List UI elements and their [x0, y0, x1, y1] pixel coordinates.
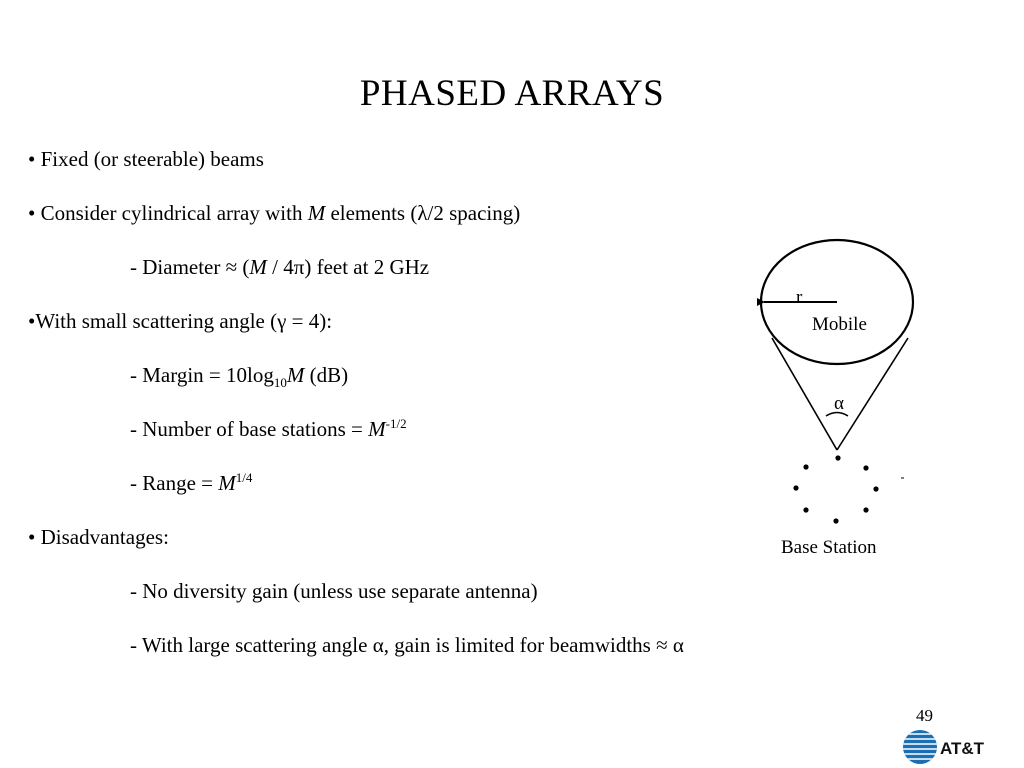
sub-base-stations — [130, 416, 407, 442]
array-element — [803, 507, 808, 512]
sub-no-diversity: - No diversity gain (unless use separate antenna) — [130, 579, 538, 603]
page-number: 49 — [916, 706, 933, 725]
cone-right-edge — [837, 338, 908, 450]
bullet-text-b: elements (λ/2 spacing) — [325, 201, 521, 225]
exponent: -1/2 — [385, 416, 407, 431]
array-element — [793, 485, 798, 490]
array-element — [833, 518, 838, 523]
sub-range — [130, 470, 252, 496]
diameter-text-a: - Diameter ≈ ( — [130, 255, 250, 279]
array-element — [863, 507, 868, 512]
margin-text-a: - Margin = 10log — [130, 363, 274, 387]
array-element — [835, 455, 840, 460]
bullet-marker: • — [28, 525, 36, 549]
mobile-label: Mobile — [812, 314, 867, 335]
radius-label: r — [796, 287, 803, 308]
att-logo — [901, 728, 991, 766]
slide-title: PHASED ARRAYS — [359, 73, 665, 114]
var-m: M — [368, 417, 386, 441]
array-element — [803, 464, 808, 469]
bullet-cylindrical-array — [28, 200, 520, 226]
var-m: M — [218, 471, 236, 495]
base-station-elements — [793, 455, 878, 523]
bullet-scattering-angle — [28, 308, 332, 334]
margin-text-b: (dB) — [304, 363, 349, 387]
base-station-label: Base Station — [781, 537, 877, 558]
log-base: 10 — [273, 375, 287, 391]
bullet-text: With small scattering angle (γ = 4): — [35, 309, 333, 333]
sub-large-scattering: - With large scattering angle α, gain is limited for beamwidths ≈ α — [130, 633, 684, 657]
var-m: M — [249, 255, 267, 279]
sub-margin — [130, 362, 349, 391]
bullet-fixed-beams — [28, 146, 264, 172]
bullet-text: Fixed (or steerable) beams — [35, 147, 264, 171]
cone-left-edge — [772, 338, 837, 450]
array-element — [873, 486, 878, 491]
range-text: - Range = — [130, 471, 219, 495]
logo-wordmark: AT&T — [940, 739, 985, 758]
var-m: M — [307, 201, 326, 225]
exponent: 1/4 — [235, 470, 253, 485]
sub-diameter — [130, 254, 429, 280]
bullet-text: Disadvantages: — [35, 525, 169, 549]
base-stations-text: - Number of base stations = — [130, 417, 369, 441]
bullet-marker: • — [28, 147, 36, 171]
var-m: M — [286, 363, 305, 387]
diameter-text-b: / 4π) feet at 2 GHz — [266, 255, 430, 279]
bullet-marker: • — [28, 309, 36, 333]
phased-array-diagram — [750, 232, 930, 562]
array-element — [863, 465, 868, 470]
bullet-marker: • — [28, 201, 36, 225]
bullet-text-a: Consider cylindrical array with — [35, 201, 308, 225]
angle-label: α — [834, 393, 844, 414]
bullet-disadvantages — [28, 524, 169, 550]
